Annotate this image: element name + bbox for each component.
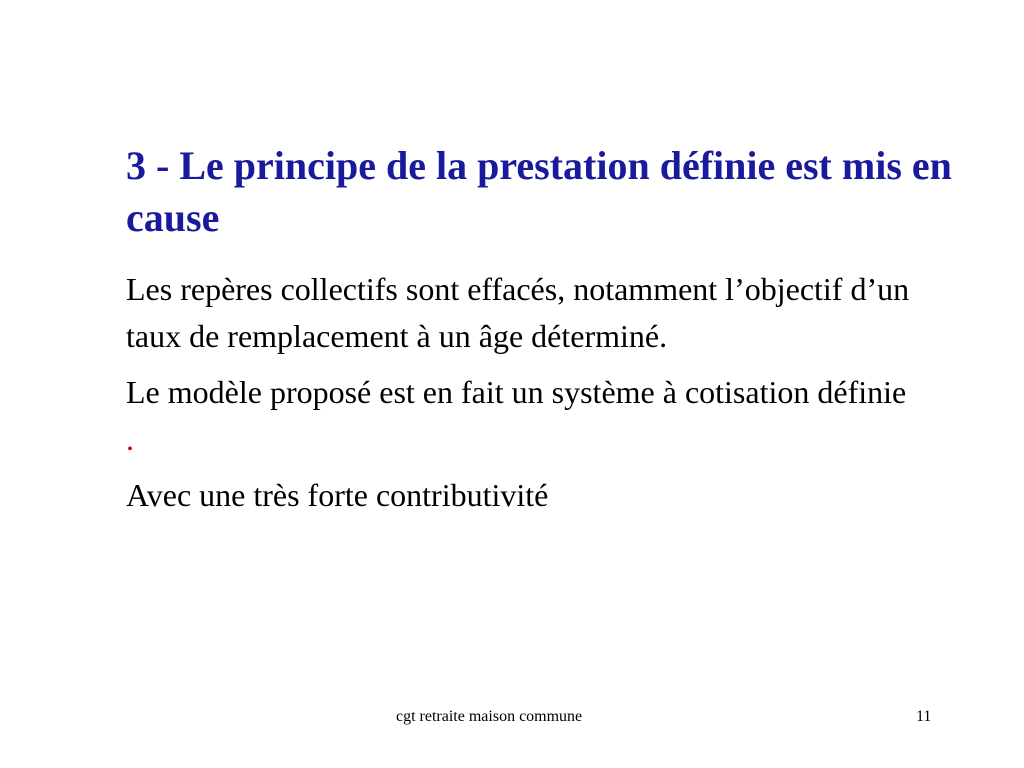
page-number: 11 bbox=[916, 708, 932, 725]
footer-text: cgt retraite maison commune bbox=[396, 708, 583, 725]
body-paragraph-text: Avec une très forte contributivité bbox=[126, 477, 549, 513]
slide-title: 3 - Le principe de la prestation définie est mis en cause bbox=[126, 143, 952, 240]
body-paragraph-text: Les repères collectifs sont effacés, notamment l’objectif d’un taux de remplacement à un âge déterminé. bbox=[126, 271, 910, 354]
body-paragraph-contributivite bbox=[126, 472, 916, 519]
body-paragraph-text: Le modèle proposé est en fait un système à cotisation définie bbox=[126, 374, 907, 410]
body-paragraph-modele bbox=[126, 369, 916, 463]
accent-period: . bbox=[126, 421, 134, 457]
slide-body bbox=[126, 266, 916, 528]
body-paragraph-repere bbox=[126, 266, 916, 360]
